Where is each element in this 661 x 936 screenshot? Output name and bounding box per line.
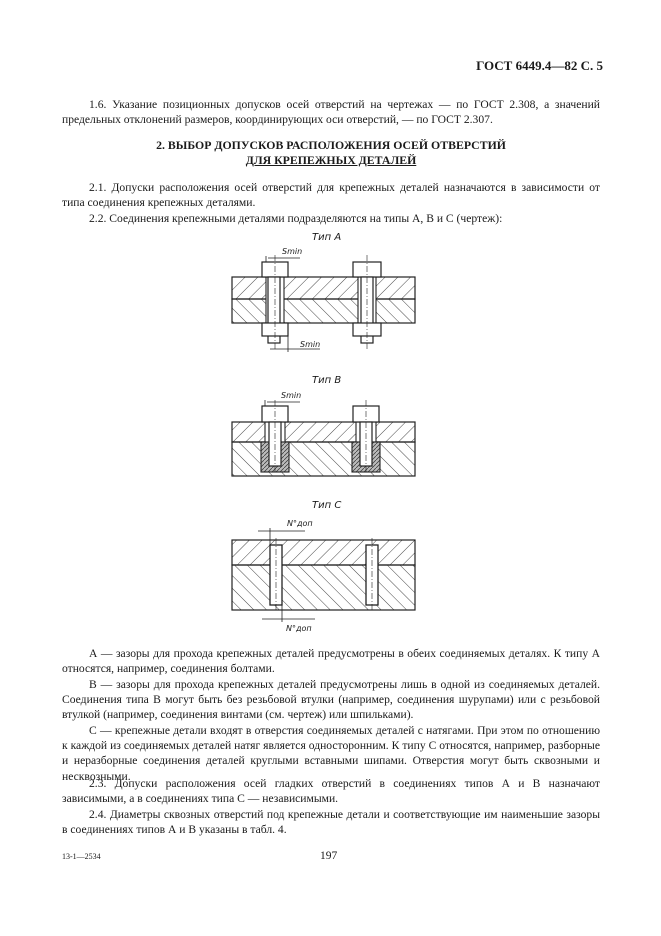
type-a-smin-bottom: Smin [300, 340, 321, 349]
type-a-drawing [232, 232, 415, 352]
type-c-label: Тип С [312, 500, 342, 511]
type-b-smin: Smin [281, 391, 302, 400]
section-title-line-1: 2. ВЫБОР ДОПУСКОВ РАСПОЛОЖЕНИЯ ОСЕЙ ОТВЕРСТИЙ [156, 138, 506, 152]
page-number: 197 [320, 850, 338, 862]
type-c-ndop-top: N°доп [287, 519, 313, 528]
paragraph-2-4: 2.4. Диаметры сквозных отверстий под крепежные детали и соответствующие им наименьшие зазоры в соединениях типов А и В указаны в табл. 4. [62, 808, 600, 837]
type-b-drawing [232, 375, 415, 476]
paragraph-2-2: 2.2. Соединения крепежными деталями подразделяются на типы А, В и С (чертеж): [89, 212, 503, 225]
paragraph-type-a: А — зазоры для прохода крепежных деталей предусмотрены в обеих соединяемых деталях. К типу А относятся, например, соединения болтами. [62, 647, 600, 676]
footer-print-code: 13-1—2534 [62, 852, 101, 861]
page-header: ГОСТ 6449.4—82 С. 5 [476, 58, 603, 73]
paragraph-type-b: В — зазоры для прохода крепежных деталей предусмотрены лишь в одной из соединяемых деталей. Соединения типа В могут быть без резьбовой втулки (например, соединения шурупами) или с резьбовой втулкой (например, соединения винтами (см. чертеж) или шпильками). [62, 678, 600, 722]
type-a-smin-top: Smin [282, 247, 303, 256]
section-title-line-2: ДЛЯ КРЕПЕЖНЫХ ДЕТАЛЕЙ [245, 153, 417, 167]
paragraph-2-1: 2.1. Допуски расположения осей отверстий для крепежных деталей назначаются в зависимости от типа соединения крепежных деталями. [62, 181, 600, 210]
section-title [62, 138, 600, 168]
type-b-label: Тип В [312, 375, 342, 386]
paragraph-2-3: 2.3. Допуски расположения осей гладких отверстий в соединениях типов А и В назначают зависимыми, а в соединениях типа С — независимыми. [62, 777, 600, 806]
type-c-ndop-bottom: N°доп [286, 624, 312, 633]
type-a-label: Тип А [312, 232, 342, 243]
paragraph-1-6: 1.6. Указание позиционных допусков осей отверстий на чертежах — по ГОСТ 2.308, а значений предельных отклонений размеров, координирующих оси отверстий, — по ГОСТ 2.307. [62, 98, 600, 127]
paragraph-type-c: С — крепежные детали входят в отверстия соединяемых деталей с натягами. При этом по отношению к каждой из соединяемых деталей натяг является односторонним. К типу С относятся, например, разборные и неразборные соединения деталей круглыми вставными шипами. Отверстия могут быть сквозными и несквозными. [62, 724, 600, 783]
type-c-drawing [232, 500, 415, 633]
